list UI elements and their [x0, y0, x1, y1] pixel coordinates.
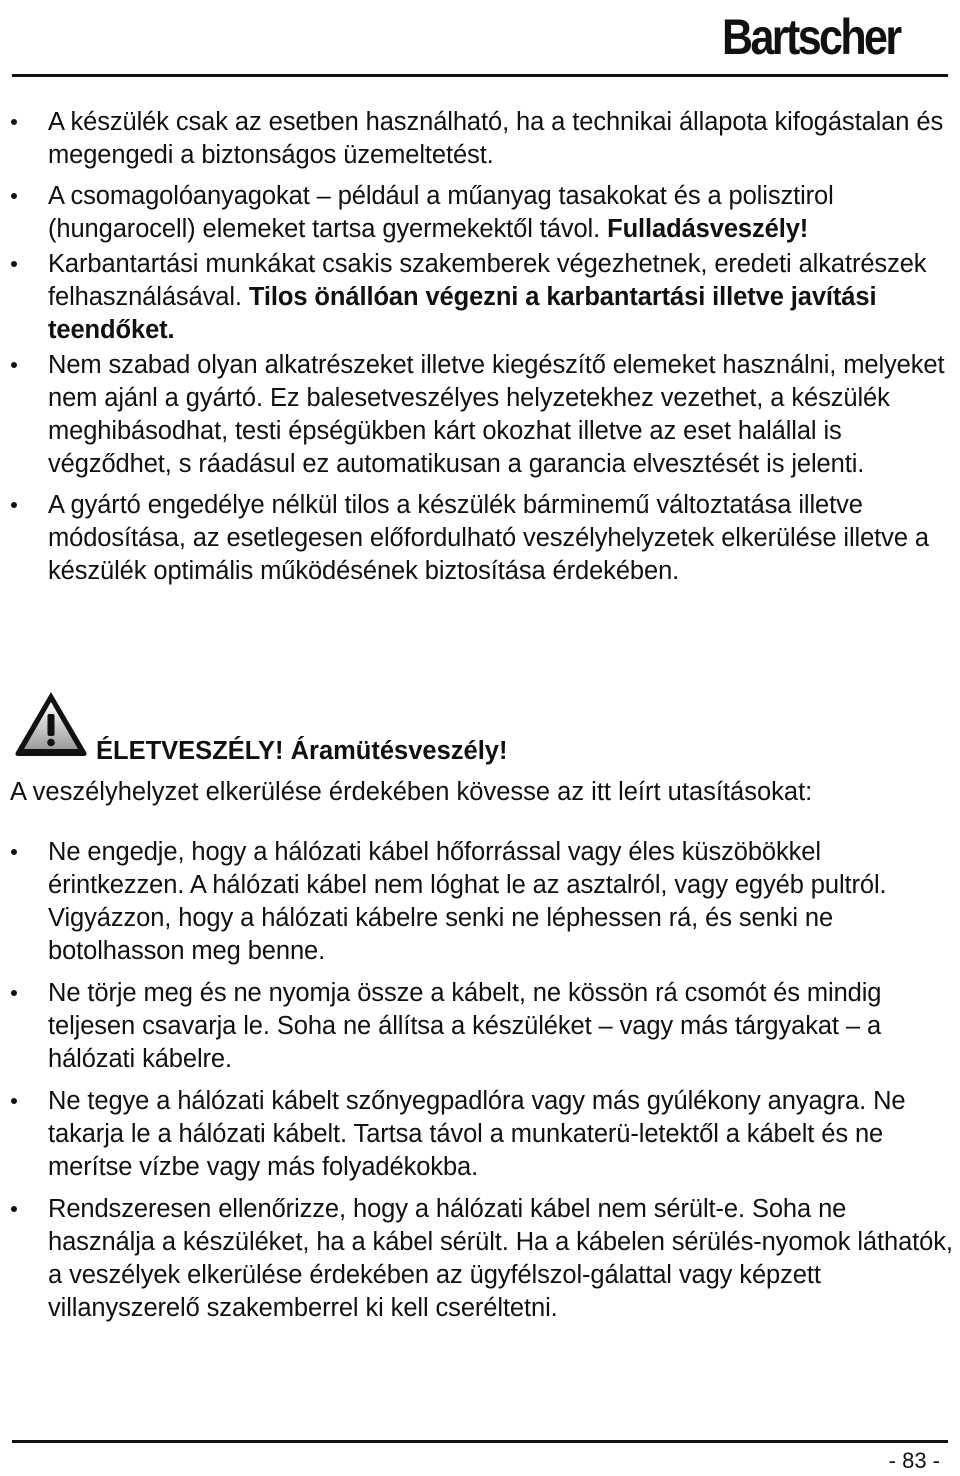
list-item: Nem szabad olyan alkatrészeket illetve kiegészítő elemeket használni, melyeket nem ajánl a gyártó. Ez balesetveszélyes helyzetekhez vezethet, a készülék meghibásodhat, testi épségükben kárt okozhat illetve az eset halállal is végződhet, s ráadásul ez automatikusan a garancia elvesztését is jelenti. — [0, 349, 960, 481]
cable-safety-list — [0, 836, 960, 1334]
footer-rule — [12, 1440, 948, 1443]
list-item: Ne engedje, hogy a hálózati kábel hőforrással vagy éles küszöbökkel érintkezzen. A hálózati kábel nem lóghat le az asztalról, vagy egyéb pultról. Vigyázzon, hogy a hálózati kábelre senki ne léphessen rá, és senki ne botolhasson meg benne. — [0, 836, 960, 968]
warning-intro: A veszélyhelyzet elkerülése érdekében kövesse az itt leírt utasításokat: — [10, 778, 813, 806]
warning-triangle-icon — [12, 688, 90, 758]
list-item: A gyártó engedélye nélkül tilos a készülék bárminemű változtatása illetve módosítása, az esetlegesen előfordulható veszélyhelyzetek elkerülése illetve a készülék optimális működésének biztosítása érdekében. — [0, 489, 960, 588]
brand-logo: Bartscher — [722, 9, 900, 65]
list-item: Karbantartási munkákat csakis szakemberek végezhetnek, eredeti alkatrészek felhasználásával. Tilos önállóan végezni a karbantartási illetve javítási teendőket. — [0, 248, 960, 347]
list-item: Ne törje meg és ne nyomja össze a kábelt, ne kössön rá csomót és mindig teljesen csavarja le. Soha ne állítsa a készüléket – vagy más tárgyakat – a hálózati kábelre. — [0, 977, 960, 1076]
list-item: A csomagolóanyagokat – például a műanyag tasakokat és a polisztirol (hungarocell) elemeket tartsa gyermekektől távol. Fulladásveszély! — [0, 180, 960, 246]
list-item: Rendszeresen ellenőrizze, hogy a hálózati kábel nem sérült-e. Soha ne használja a készüléket, ha a kábel sérült. Ha a kábelen sérülés-nyomok láthatók, a veszélyek elkerülése érdekében az ügyfélszol-gálattal vagy képzett villanyszerelő szakemberrel ki kell cseréltetni. — [0, 1193, 960, 1325]
header-rule — [12, 74, 948, 77]
warning-title: ÉLETVESZÉLY! Áramütésveszély! — [96, 737, 508, 765]
page-number: - 83 - — [888, 1448, 940, 1473]
safety-list — [0, 106, 960, 596]
list-item: A készülék csak az esetben használható, ha a technikai állapota kifogástalan és megengedi a biztonságos üzemeltetést. — [0, 106, 960, 172]
list-item: Ne tegye a hálózati kábelt szőnyegpadlóra vagy más gyúlékony anyagra. Ne takarja le a hálózati kábelt. Tartsa távol a munkaterü-letektől a kábelt és ne merítse vízbe vagy más folyadékokba. — [0, 1085, 960, 1184]
